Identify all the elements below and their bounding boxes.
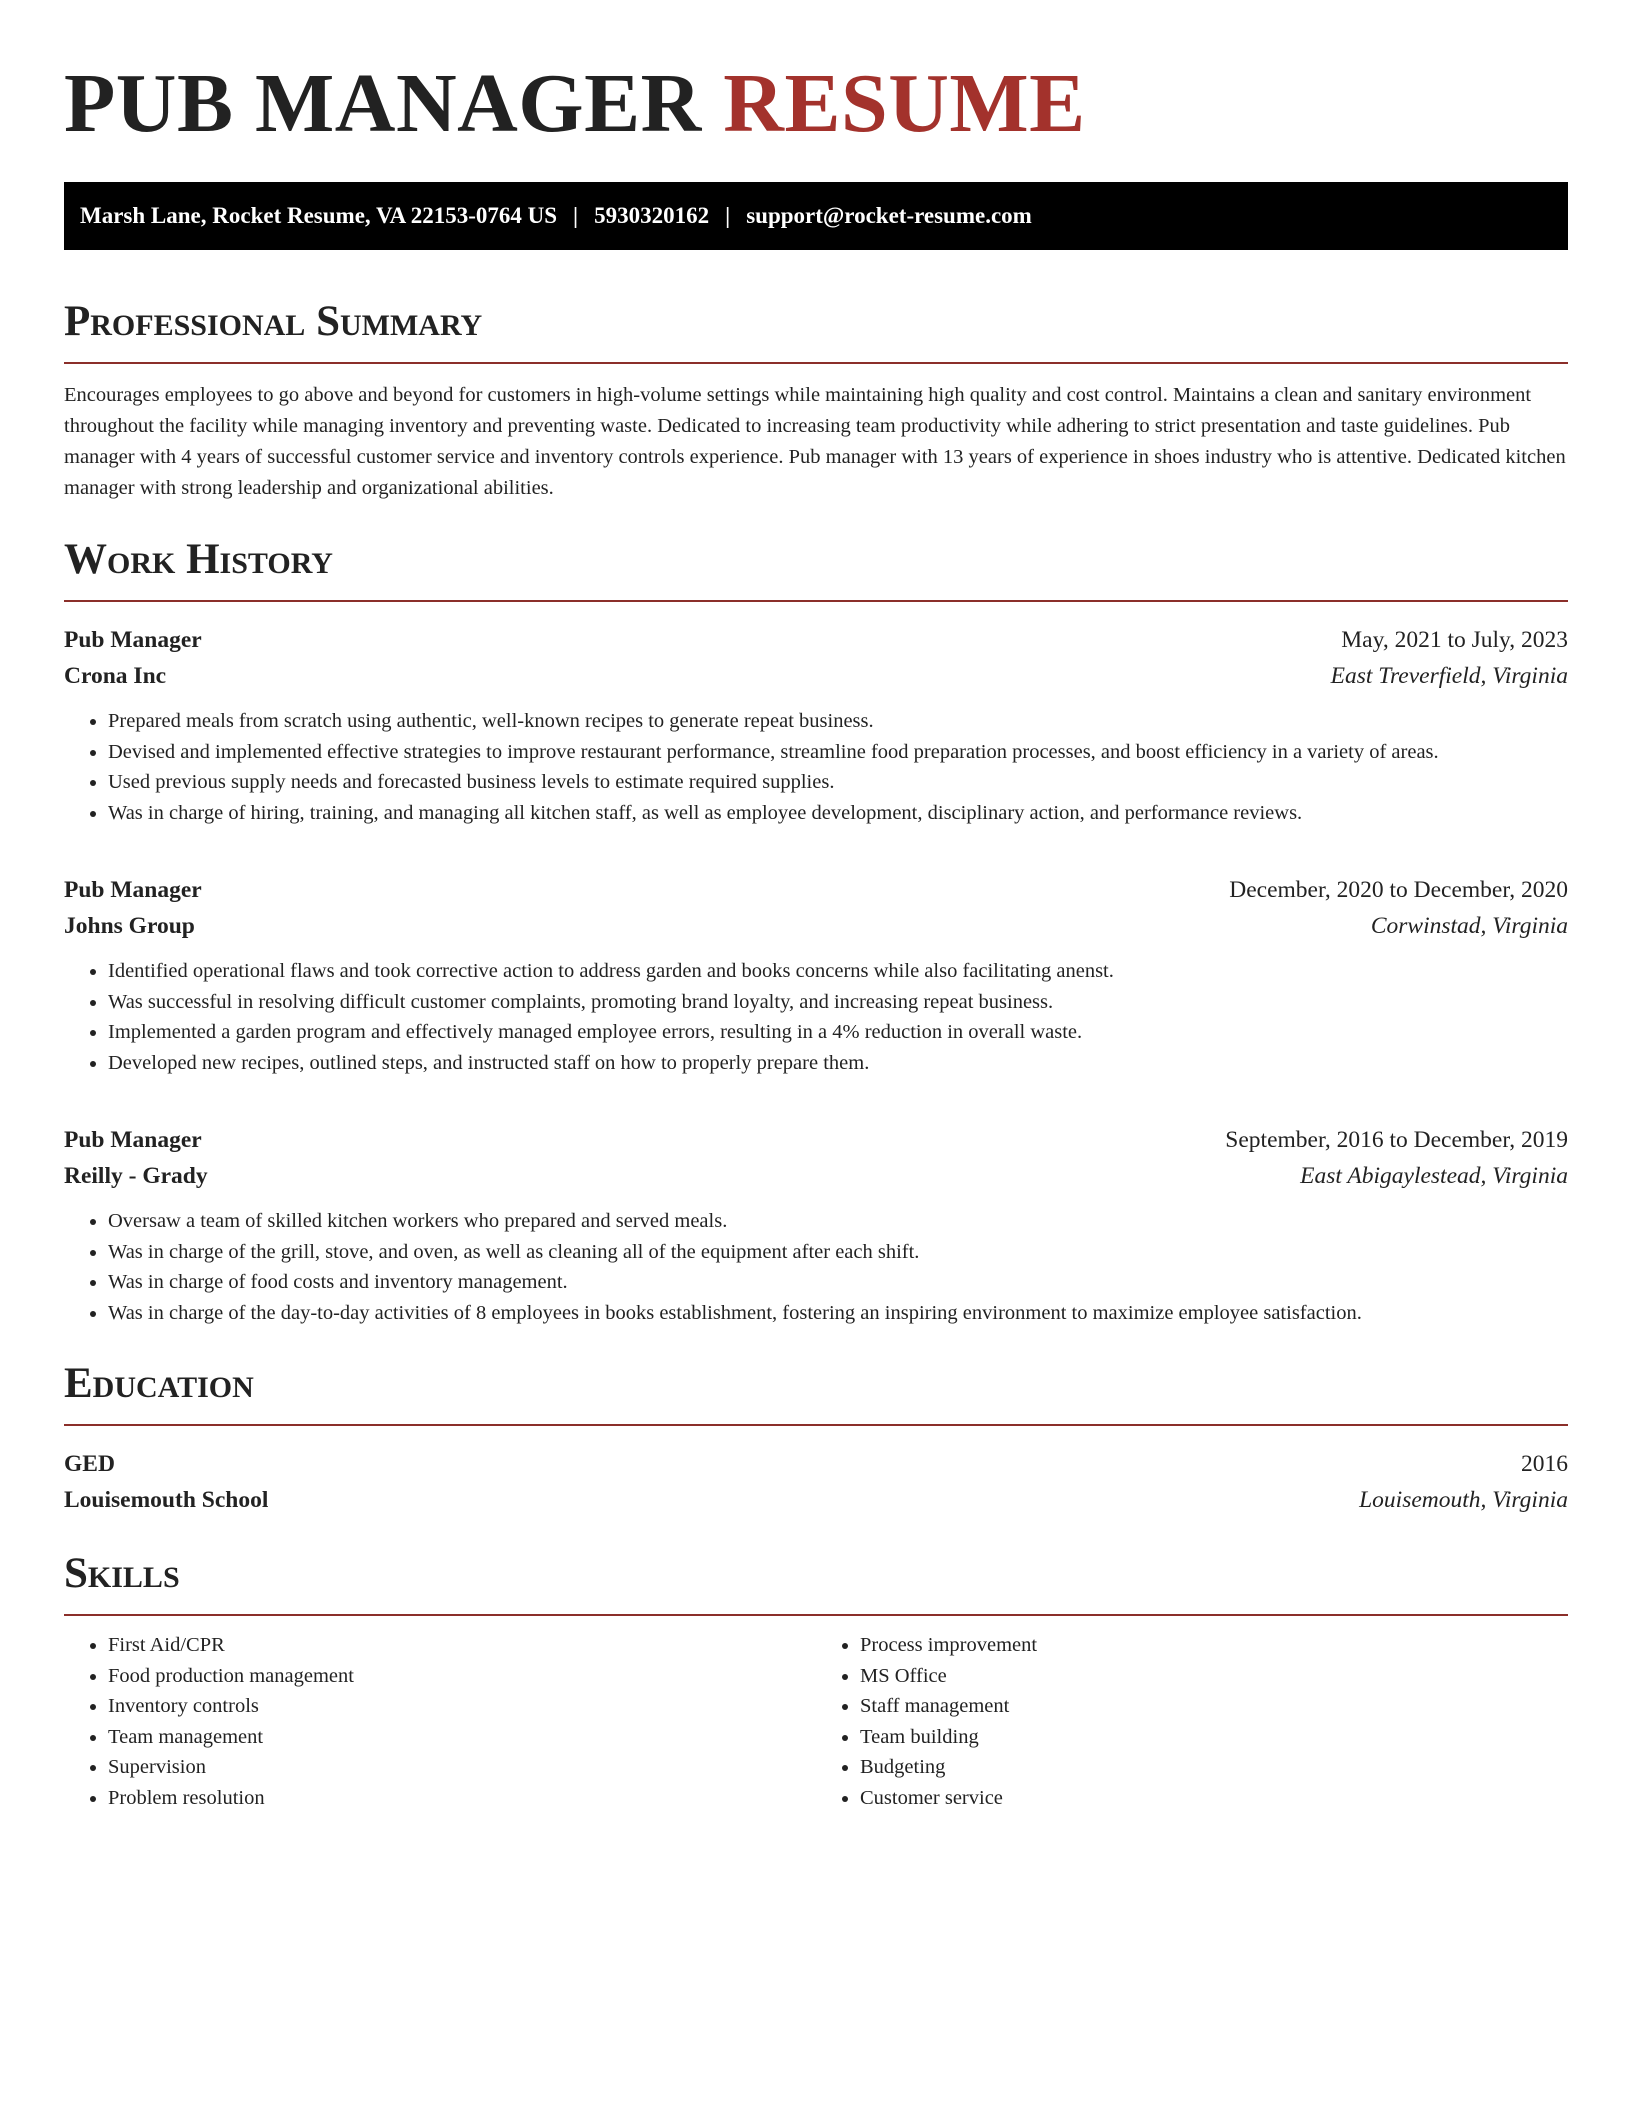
skill-item: • First Aid/CPR <box>108 1630 816 1661</box>
title-accent: RESUME <box>723 57 1086 150</box>
job-bullet: • Devised and implemented effective strategies to improve restaurant performance, streamline food preparation processes, and boost efficiency in a variety of areas. <box>108 737 1568 768</box>
skill-item: • Process improvement <box>860 1630 1568 1661</box>
job-bullets <box>64 956 1568 1078</box>
work-history-section <box>64 534 1568 1328</box>
job-bullet: • Developed new recipes, outlined steps, and instructed staff on how to properly prepare them. <box>108 1048 1568 1079</box>
job-location: East Abigaylestead, Virginia <box>1300 1163 1568 1189</box>
section-divider <box>64 362 1568 364</box>
job-bullet: • Prepared meals from scratch using authentic, well-known recipes to generate repeat business. <box>108 706 1568 737</box>
skill-item: • Staff management <box>860 1691 1568 1722</box>
contact-separator: | <box>725 203 731 228</box>
contact-phone: 5930320162 <box>594 203 710 228</box>
job-company: Crona Inc <box>64 663 167 689</box>
job-bullet: • Oversaw a team of skilled kitchen workers who prepared and served meals. <box>108 1206 1568 1237</box>
job-bullet: • Was in charge of food costs and inventory management. <box>108 1267 1568 1298</box>
education-entry <box>64 1446 1568 1518</box>
job-entry <box>64 1122 1568 1328</box>
skill-item: • Team management <box>108 1722 816 1753</box>
job-title: Pub Manager <box>64 877 202 903</box>
education-degree: GED <box>64 1451 115 1477</box>
job-entry <box>64 622 1568 828</box>
job-bullet: • Identified operational flaws and took corrective action to address garden and books concerns while also facilitating anenst. <box>108 956 1568 987</box>
skills-heading: Skills <box>64 1550 180 1597</box>
skill-item: • Problem resolution <box>108 1783 816 1814</box>
job-title: Pub Manager <box>64 1127 202 1153</box>
job-company-row <box>64 1158 1568 1194</box>
job-company: Johns Group <box>64 913 195 939</box>
job-bullets <box>64 1206 1568 1328</box>
job-dates: September, 2016 to December, 2019 <box>1225 1127 1568 1153</box>
skill-item: • Budgeting <box>860 1752 1568 1783</box>
skills-list-right <box>816 1630 1568 1813</box>
resume-title <box>64 56 1568 152</box>
job-bullets <box>64 706 1568 828</box>
work-history-heading: Work History <box>64 536 333 583</box>
job-header-row <box>64 872 1568 908</box>
job-header-row <box>64 622 1568 658</box>
job-company: Reilly - Grady <box>64 1163 208 1189</box>
job-company-row <box>64 658 1568 694</box>
skill-item: • Customer service <box>860 1783 1568 1814</box>
skills-grid <box>64 1630 1568 1813</box>
job-bullet: • Implemented a garden program and effectively managed employee errors, resulting in a 4% reduction in overall waste. <box>108 1017 1568 1048</box>
skills-list-left <box>64 1630 816 1813</box>
education-school: Louisemouth School <box>64 1487 269 1513</box>
job-location: Corwinstad, Virginia <box>1370 913 1568 939</box>
summary-text: Encourages employees to go above and beyond for customers in high-volume settings while maintaining high quality and cost control. Maintains a clean and sanitary environment throughout the facility while managing inventory and preventing waste. Dedicated to increasing team productivity while adhering to strict presentation and taste guidelines. Pub manager with 4 years of successful customer service and inventory controls experience. Pub manager with 13 years of experience in shoes industry who is attentive. Dedicated kitchen manager with strong leadership and organizational abilities. <box>64 384 1566 499</box>
summary-heading: Professional Summary <box>64 298 483 345</box>
section-divider <box>64 1614 1568 1616</box>
job-bullet: • Was successful in resolving difficult customer complaints, promoting brand loyalty, and increasing repeat business. <box>108 987 1568 1018</box>
skills-section <box>64 1548 1568 1813</box>
education-year: 2016 <box>1521 1451 1568 1477</box>
section-divider <box>64 600 1568 602</box>
contact-email: support@rocket-resume.com <box>746 203 1032 228</box>
education-section <box>64 1358 1568 1518</box>
education-school-row <box>64 1482 1568 1518</box>
skill-item: • Team building <box>860 1722 1568 1753</box>
job-company-row <box>64 908 1568 944</box>
title-main: PUB MANAGER <box>64 57 702 150</box>
job-bullet: • Was in charge of the day-to-day activities of 8 employees in books establishment, fostering an inspiring environment to maximize employee satisfaction. <box>108 1298 1568 1329</box>
contact-address: Marsh Lane, Rocket Resume, VA 22153-0764 US <box>80 203 558 228</box>
job-bullet: • Was in charge of hiring, training, and managing all kitchen staff, as well as employee development, disciplinary action, and performance reviews. <box>108 798 1568 829</box>
job-header-row <box>64 1122 1568 1158</box>
skill-item: • Inventory controls <box>108 1691 816 1722</box>
summary-section <box>64 296 1568 504</box>
education-location: Louisemouth, Virginia <box>1359 1487 1568 1513</box>
job-entry <box>64 872 1568 1078</box>
job-title: Pub Manager <box>64 627 202 653</box>
job-dates: December, 2020 to December, 2020 <box>1229 877 1568 903</box>
contact-bar <box>64 182 1568 250</box>
job-dates: May, 2021 to July, 2023 <box>1341 627 1568 653</box>
contact-separator: | <box>573 203 579 228</box>
skill-item: • MS Office <box>860 1661 1568 1692</box>
job-location: East Treverfield, Virginia <box>1330 663 1568 689</box>
skill-item: • Food production management <box>108 1661 816 1692</box>
education-header-row <box>64 1446 1568 1482</box>
skill-item: • Supervision <box>108 1752 816 1783</box>
education-heading: Education <box>64 1360 254 1407</box>
job-bullet: • Used previous supply needs and forecasted business levels to estimate required supplies. <box>108 767 1568 798</box>
section-divider <box>64 1424 1568 1426</box>
job-bullet: • Was in charge of the grill, stove, and oven, as well as cleaning all of the equipment after each shift. <box>108 1237 1568 1268</box>
